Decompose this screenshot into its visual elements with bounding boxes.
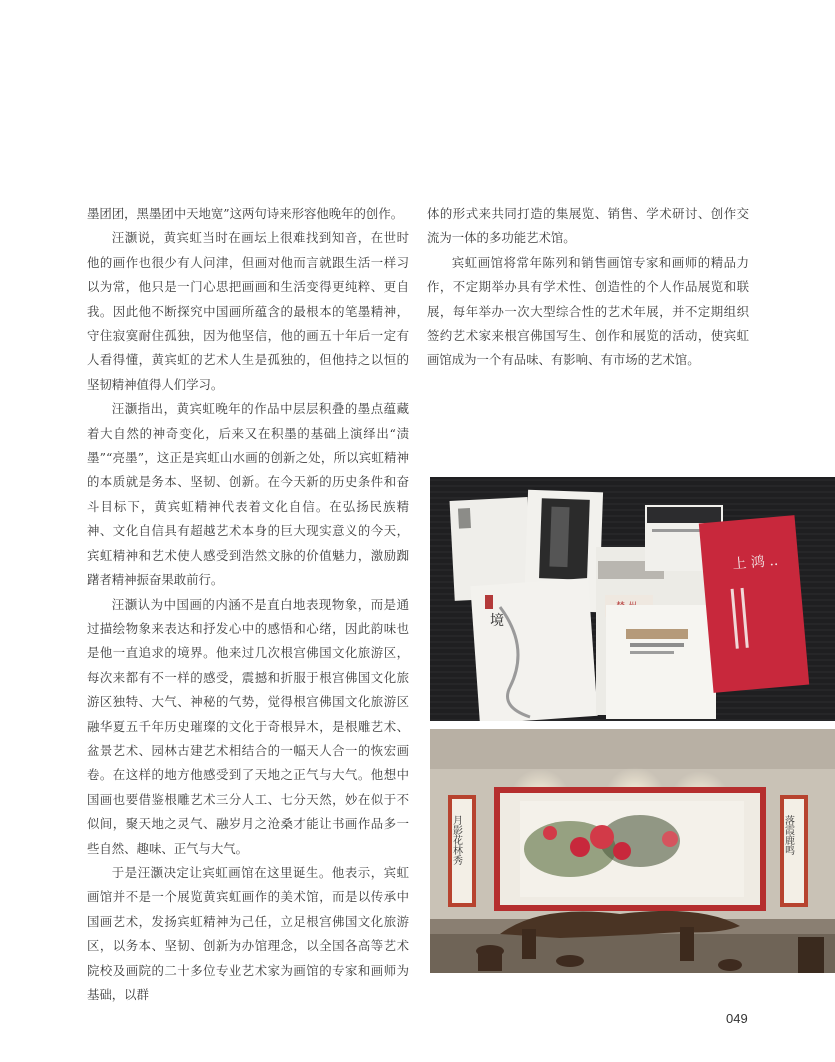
page-number: 049 (726, 1011, 748, 1026)
svg-text:落霞鹿鸣: 落霞鹿鸣 (782, 815, 794, 855)
svg-text:月影花林秀: 月影花林秀 (450, 815, 462, 865)
gallery-photo (430, 729, 835, 973)
paragraph-2: 汪灏指出，黄宾虹晚年的作品中层层积叠的墨点蕴藏着大自然的神奇变化，后来又在积墨的基础上演绎出“渍墨”“亮墨”，这正是宾虹山水画的创新之处，所以宾虹精神的本质就是务本、坚韧、创新。在今天新的历史条件和奋斗目标下，黄宾虹精神代表着文化自信。在弘扬民族精神、文化自信具有超越艺术本身的巨大现实意义的今天，宾虹精神和艺术使人感受到浩然文脉的价值魅力，激励踟躇者精神振奋果敢前行。 (87, 401, 409, 588)
svg-text:境: 境 (490, 613, 504, 629)
paragraph-4: 于是汪灏决定让宾虹画馆在这里诞生。他表示，宾虹画馆并不是一个展览黄宾虹画作的美术馆，而是以传承中国画艺术，发扬宾虹精神为己任，立足根宫佛国文化旅游区，以务本、坚韧、创新为办馆理念，以全国各高等艺术院校及画院的二十多位专业艺术家为画馆的专家和画师为基础，以群 (87, 864, 409, 1002)
books-photo (430, 477, 835, 721)
right-text-column (427, 202, 749, 373)
paragraph-3: 汪灏认为中国画的内涵不是直白地表现物象，而是通过描绘物象来表达和抒发心中的感悟和心绪，因此韵味也是他一直追求的境界。他来过几次根宫佛国文化旅游区，每次来都有不一样的感受，震撼和折服于根宫佛国文化旅游区独特、大气、神秘的气势，觉得根宫佛国文化旅游区融华夏五千年历史璀璨的文化于奇根异木，是根雕艺术、盆景艺术、园林古建艺术相结合的一幅天人合一的恢宏画卷。在这样的地方他感受到了天地之正气与大气。他想中国画也要借鉴根雕艺术三分人工、七分天然，妙在似于不似间，聚天地之灵气、融岁月之沧桑才能让书画作品多一些自然、趣味、正气与大气。 (87, 596, 409, 856)
left-text-column (87, 202, 409, 1007)
gallery-illustration (430, 729, 835, 973)
svg-text:上 鸿 ..: 上 鸿 .. (731, 552, 779, 573)
paragraph-5: 体的形式来共同打造的集展览、销售、学术研讨、创作交流为一体的多功能艺术馆。 (427, 206, 749, 246)
paragraph-6: 宾虹画馆将常年陈列和销售画馆专家和画师的精品力作，不定期举办具有学术性、创造性的个人作品展览和联展，每年举办一次大型综合性的艺术年展，并不定期组织签约艺术家来根宫佛国写生、创作和展览的活动，使宾虹画馆成为一个有品味、有影响、有市场的艺术馆。 (427, 254, 749, 368)
paragraph-1: 汪灏说，黄宾虹当时在画坛上很难找到知音，在世时他的画作也很少有人问津，但画对他而言就跟生活一样习以为常，他只是一门心思把画画和生活变得更纯粹、更自我。因此他不断探究中国画所蕴含的最根本的笔墨精神，守住寂寞耐住孤独，因为他坚信，他的画五十年后一定有人看得懂，黄宾虹的艺术人生是孤独的，但他持之以恒的坚韧精神值得人们学习。 (87, 230, 409, 392)
books-illustration (430, 477, 835, 721)
paragraph-0: 墨团团，黑墨团中天地宽”这两句诗来形容他晚年的创作。 (87, 206, 404, 221)
